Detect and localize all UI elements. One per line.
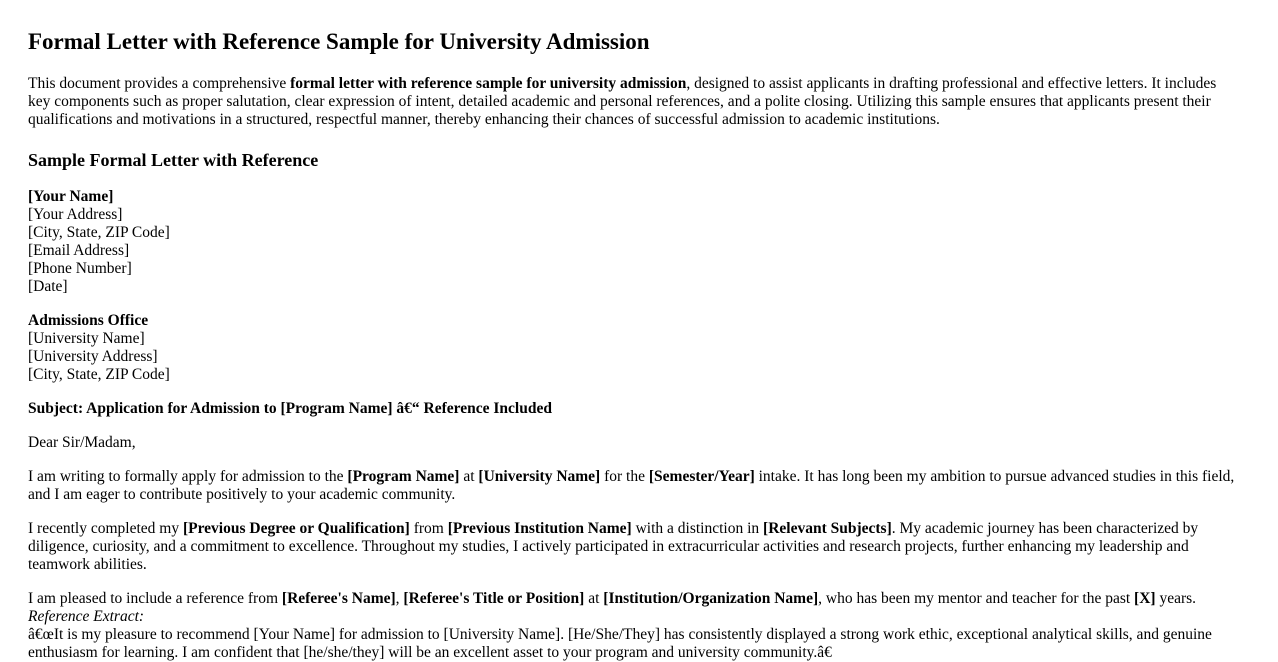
recipient-city: [City, State, ZIP Code]	[28, 366, 170, 383]
sender-email: [Email Address]	[28, 242, 130, 259]
body-paragraph-background	[28, 520, 1238, 574]
text: ,	[395, 590, 404, 607]
recipient-office: Admissions Office	[28, 312, 149, 329]
subject-text: Subject: Application for Admission to [Program Name] â€“ Reference Included	[28, 400, 552, 417]
reference-extract-text: â€œIt is my pleasure to recommend [Your Name] for admission to [University Name]. [He/She/They] has consistently displayed a strong work ethic, exceptional analytical skills, and genuine enthusiasm for learning. I am confident that [he/she/they] will be an excellent asset to your program and university community.â€	[28, 626, 1212, 661]
intro-text-end: , designed to assist applicants in drafting professional and effective letters. It includes key components such as proper salutation, clear expression of intent, detailed academic and personal references, and a polite closing. Utilizing this sample ensures that applicants present their qualifications and motivations in a structured, respectful manner, thereby enhancing their chances of successful admission to academic institutions.	[28, 75, 1217, 128]
degree-placeholder: [Previous Degree or Qualification]	[182, 520, 410, 537]
text: I am pleased to include a reference from	[28, 590, 282, 607]
section-heading: Sample Formal Letter with Reference	[28, 150, 319, 170]
intro-paragraph	[28, 75, 1240, 129]
body-paragraph-reference	[28, 590, 1238, 662]
semester-placeholder: [Semester/Year]	[648, 468, 755, 485]
text: with a distinction in	[631, 520, 764, 537]
sender-block	[28, 188, 170, 296]
recipient-university: [University Name]	[28, 330, 145, 347]
text: I recently completed my	[28, 520, 183, 537]
sender-phone: [Phone Number]	[28, 260, 132, 277]
subjects-placeholder: [Relevant Subjects]	[763, 520, 892, 537]
organization-placeholder: [Institution/Organization Name]	[603, 590, 819, 607]
referee-name-placeholder: [Referee's Name]	[281, 590, 396, 607]
text: at	[584, 590, 604, 607]
page-title: Formal Letter with Reference Sample for University Admission	[28, 29, 650, 54]
text: intake. It has long been my ambition to pursue advanced studies in this field, and I am eager to contribute positively to your academic community.	[28, 468, 1235, 503]
reference-extract-label: Reference Extract:	[28, 608, 145, 625]
text: . My academic journey has been characterized by diligence, curiosity, and a commitment to excellence. Throughout my studies, I actively participated in extracurricular activities and research projects, further enhancing my leadership and teamwork abilities.	[28, 520, 1199, 573]
recipient-block	[28, 312, 170, 384]
text: I am writing to formally apply for admission to the	[28, 468, 348, 485]
body-paragraph-intent	[28, 468, 1238, 504]
sender-name: [Your Name]	[28, 188, 114, 205]
recipient-address: [University Address]	[28, 348, 158, 365]
text: for the	[600, 468, 649, 485]
text: , who has been my mentor and teacher for the past	[818, 590, 1135, 607]
program-placeholder: [Program Name]	[347, 468, 460, 485]
intro-text-start: This document provides a comprehensive	[28, 75, 291, 92]
salutation	[28, 434, 136, 452]
text: from	[409, 520, 448, 537]
sender-city: [City, State, ZIP Code]	[28, 224, 170, 241]
referee-title-placeholder: [Referee's Title or Position]	[403, 590, 585, 607]
text: years.	[1155, 590, 1197, 607]
subject-line	[28, 400, 552, 418]
salutation-text: Dear Sir/Madam,	[28, 434, 136, 451]
text: at	[459, 468, 479, 485]
university-placeholder: [University Name]	[478, 468, 601, 485]
institution-placeholder: [Previous Institution Name]	[447, 520, 632, 537]
letter-date: [Date]	[28, 278, 68, 295]
intro-keyword: formal letter with reference sample for university admission	[290, 75, 687, 92]
sender-address: [Your Address]	[28, 206, 123, 223]
years-placeholder: [X]	[1134, 590, 1156, 607]
